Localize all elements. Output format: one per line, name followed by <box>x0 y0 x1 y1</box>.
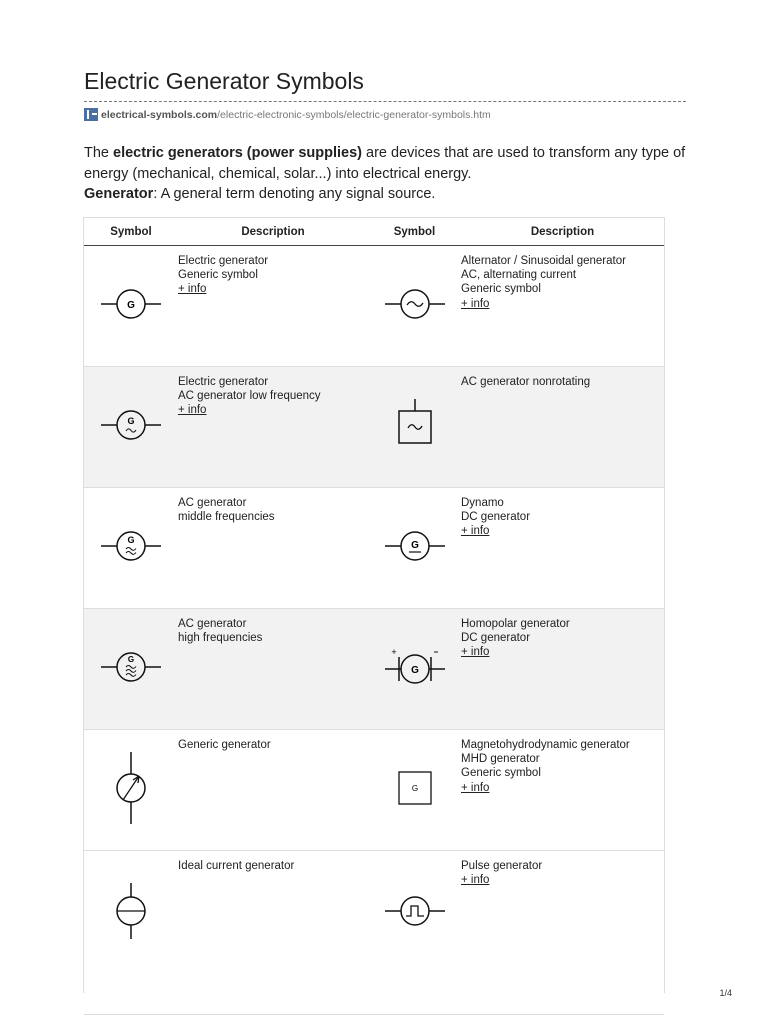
svg-text:G: G <box>127 299 135 311</box>
description-cell: AC generator nonrotating <box>461 367 664 488</box>
info-link[interactable]: + info <box>461 874 490 887</box>
table-row <box>84 246 664 367</box>
header-symbol: Symbol <box>368 218 461 246</box>
symbols-table <box>84 218 664 1015</box>
info-link[interactable]: + info <box>178 404 207 417</box>
info-link[interactable]: + info <box>461 297 490 310</box>
intro-bold-term: electric generators (power supplies) <box>113 145 363 161</box>
alternator-sine-icon <box>383 284 447 324</box>
dynamo-icon <box>383 526 447 566</box>
svg-text:G: G <box>127 415 135 426</box>
page-number: 1/4 <box>719 988 732 998</box>
generator-term: Generator <box>84 186 154 202</box>
description-cell: Electric generator AC generator low frequency + info <box>178 367 368 488</box>
table-row <box>84 609 664 730</box>
homopolar-generator-icon <box>383 643 447 691</box>
symbol-cell <box>368 851 461 1015</box>
description-cell: AC generator high frequencies <box>178 609 368 730</box>
table-row <box>84 730 664 851</box>
generator-g-high-freq-icon <box>99 647 163 687</box>
symbol-cell <box>84 851 178 1015</box>
source-url[interactable] <box>84 108 491 121</box>
generator-g-middle-freq-icon <box>99 526 163 566</box>
description-cell: Magnetohydrodynamic generator MHD generator Generic symbol + info <box>461 730 664 851</box>
symbol-cell <box>368 609 461 730</box>
generator-g-low-freq-icon <box>99 405 163 445</box>
symbol-cell <box>84 367 178 488</box>
generator-g-icon <box>99 284 163 324</box>
table-row <box>84 851 664 1015</box>
ac-generator-nonrotating-icon <box>383 397 447 453</box>
svg-text:G: G <box>410 539 419 551</box>
header-description: Description <box>461 218 664 246</box>
header-description: Description <box>178 218 368 246</box>
symbol-cell <box>368 367 461 488</box>
generic-generator-icon <box>111 750 151 826</box>
symbol-cell <box>84 730 178 851</box>
description-cell: Pulse generator + info <box>461 851 664 1015</box>
info-link[interactable]: + info <box>461 646 490 659</box>
symbols-table-container <box>83 217 665 993</box>
intro-text: The electric generators (power supplies) are devices that are used to transform any type of energy (mechanical, chemical, solar...) into electrical energy. Generator: A general term denoting any signal source. <box>84 145 686 202</box>
description-cell: Electric generator Generic symbol + info <box>178 246 368 367</box>
site-logo-icon <box>84 108 98 121</box>
symbol-cell <box>368 246 461 367</box>
svg-text:G: G <box>127 534 135 545</box>
mhd-generator-icon <box>383 768 447 808</box>
page-title: Electric Generator Symbols <box>84 68 364 94</box>
svg-text:G: G <box>410 664 419 676</box>
description-cell: Dynamo DC generator + info <box>461 488 664 609</box>
svg-text:+: + <box>390 646 397 657</box>
source-path[interactable]: /electric-electronic-symbols/electric-generator-symbols.htm <box>217 108 491 121</box>
title-divider <box>84 101 686 102</box>
symbol-cell <box>368 730 461 851</box>
info-link[interactable]: + info <box>461 781 490 794</box>
table-row <box>84 367 664 488</box>
ideal-current-generator-icon <box>111 881 151 941</box>
symbol-cell <box>84 246 178 367</box>
symbol-cell <box>368 488 461 609</box>
description-cell: Ideal current generator <box>178 851 368 1015</box>
source-domain[interactable]: electrical-symbols.com <box>101 108 218 121</box>
svg-text:G: G <box>127 654 135 664</box>
pulse-generator-icon <box>383 891 447 931</box>
symbol-cell <box>84 609 178 730</box>
table-row <box>84 488 664 609</box>
svg-text:G: G <box>411 783 418 793</box>
symbol-cell <box>84 488 178 609</box>
description-cell: Generic generator <box>178 730 368 851</box>
info-link[interactable]: + info <box>178 283 207 296</box>
info-link[interactable]: + info <box>461 525 490 538</box>
description-cell: Alternator / Sinusoidal generator AC, alternating current Generic symbol + info <box>461 246 664 367</box>
header-symbol: Symbol <box>84 218 178 246</box>
description-cell: Homopolar generator DC generator + info <box>461 609 664 730</box>
description-cell: AC generator middle frequencies <box>178 488 368 609</box>
